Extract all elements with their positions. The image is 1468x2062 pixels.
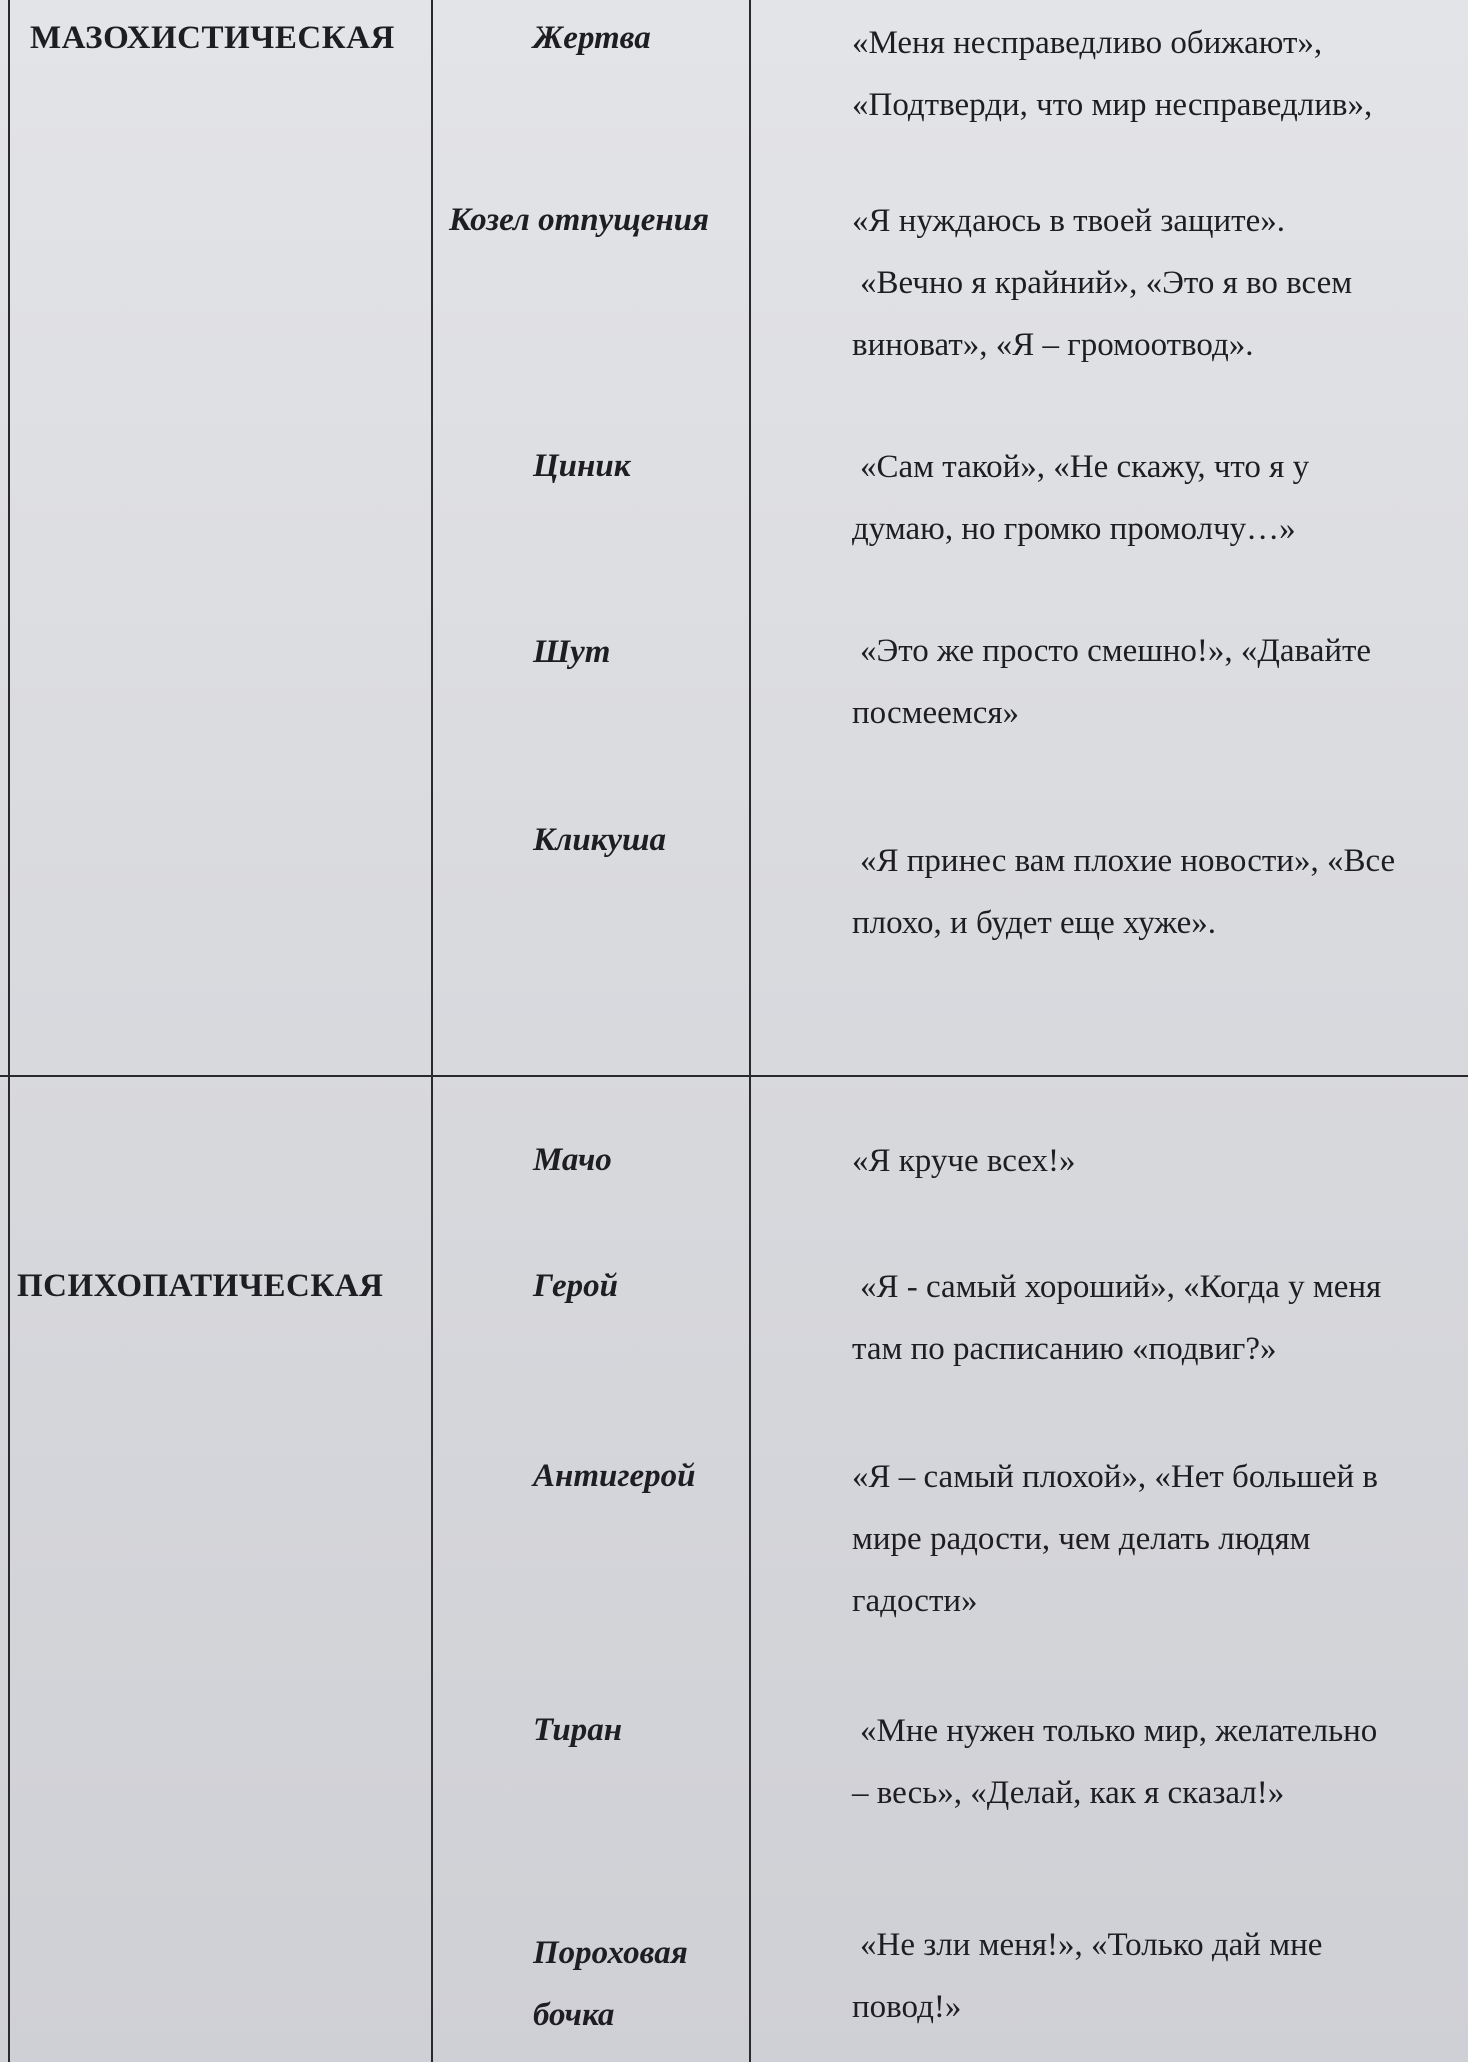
role-quote: «Не зли меня!», «Только дай мне повод!» [852,1927,1323,2025]
table-border-left [8,0,10,2062]
role-quote: «Я - самый хороший», «Когда у меня там по расписанию «подвиг?» [852,1269,1382,1367]
role-name: Козел отпущения [449,202,710,238]
role-quote: «Я – самый плохой», «Нет большей в мире радости, чем делать людям гадости» [852,1459,1378,1619]
table-row-divider [0,1075,1468,1077]
role-quote: «Я круче всех!» [852,1143,1076,1179]
table-column-divider-2 [749,0,751,2062]
role-quote: «Я принес вам плохие новости», «Все плохо, и будет еще хуже». [852,843,1396,941]
role-quote: «Сам такой», «Не скажу, что я у думаю, но громко промолчу…» [852,449,1310,547]
role-quote: «Мне нужен только мир, желательно – весь», «Делай, как я сказал!» [852,1713,1378,1811]
role-name: Герой [533,1268,618,1304]
role-name: Жертва [533,20,651,56]
role-name: Шут [533,634,611,670]
role-name: Циник [533,448,631,484]
role-name: Мачо [533,1142,612,1178]
table-column-divider-1 [431,0,433,2062]
type-cell: МАЗОХИСТИЧЕСКАЯ [30,20,395,56]
role-quote: «Это же просто смешно!», «Давайте посмеемся» [852,633,1372,731]
role-quote: «Я нуждаюсь в твоей защите». «Вечно я крайний», «Это я во всем виноват», «Я – громоотвод». [852,203,1353,363]
role-name: Кликуша [533,822,667,858]
role-name: Тиран [533,1712,623,1748]
role-name: Пороховая бочка [533,1935,688,2033]
role-quote: «Меня несправедливо обижают», «Подтверди, что мир несправедлив», [852,25,1373,123]
role-name: Антигерой [533,1458,696,1494]
type-cell: ПСИХОПАТИЧЕСКАЯ [17,1268,384,1304]
